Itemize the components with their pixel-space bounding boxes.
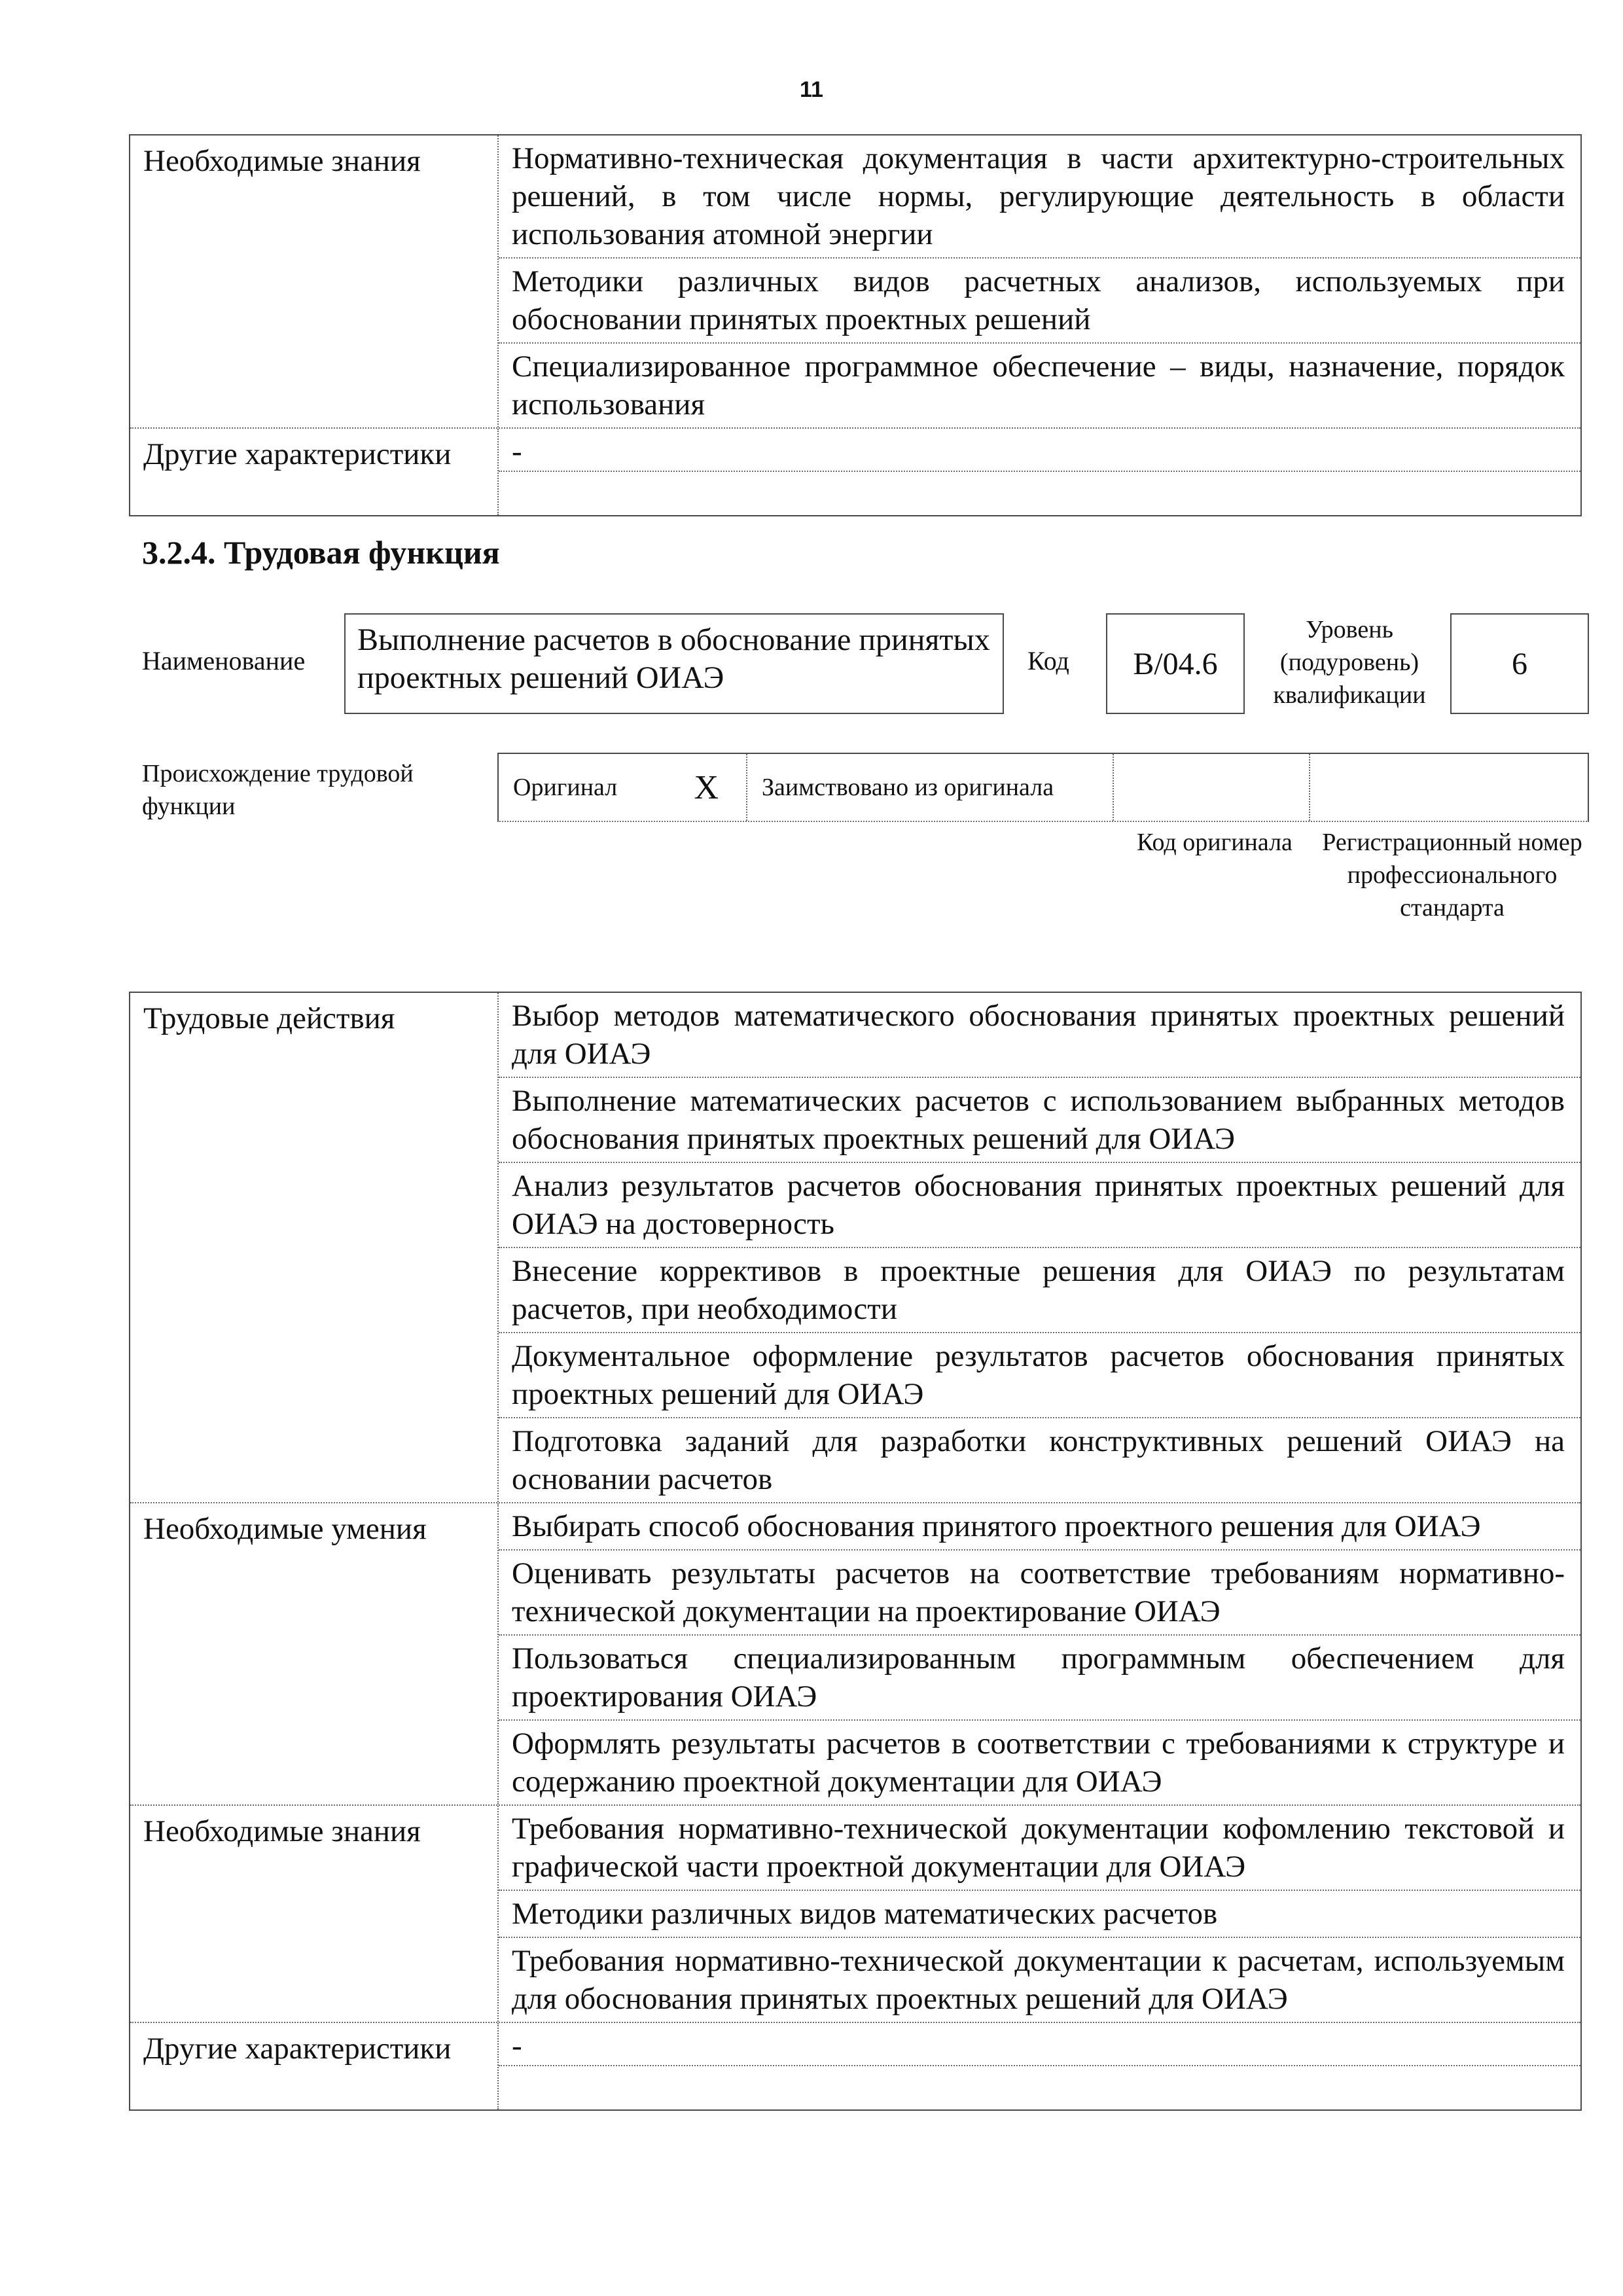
empty-row [499,2066,1580,2109]
list-item: Методики различных видов математических расчетов [499,1891,1580,1938]
list-item: - [499,2023,1580,2066]
level-box [1450,613,1589,714]
top-requirements-table [129,134,1582,516]
list-item: Анализ результатов расчетов обоснования принятых проектных решений для ОИАЭ на достоверность [499,1163,1580,1248]
function-name-box [344,613,1004,714]
code-value: B/04.6 [1133,646,1218,681]
list-item: Специализированное программное обеспечение – виды, назначение, порядок использования [512,350,1565,422]
caption-original-code: Код оригинала [1137,829,1293,856]
section-label: Другие характеристики [130,2023,499,2109]
original-label: Оригинал [513,774,618,801]
borrowed-label: Заимствовано из оригинала [762,774,1054,801]
section-title: 3.2.4. Трудовая функция [142,534,500,571]
empty-row [499,472,1580,515]
level-value: 6 [1512,646,1527,681]
caption-registration-number: Регистрационный номер профессионального стандарта [1322,829,1582,922]
section-label: Необходимые умения [130,1503,499,1804]
original-code-cell [1114,754,1310,821]
section-label: Необходимые знания [130,135,499,427]
list-item: Внесение коррективов в проектные решения для ОИАЭ по результатам расчетов, при необходимости [499,1248,1580,1333]
original-cell [499,754,747,821]
table-section-knowledge [130,135,1580,429]
list-item: Выполнение математических расчетов с использованием выбранных методов обоснования принятых проектных решений для ОИАЭ [499,1078,1580,1163]
section-label: Трудовые действия [130,993,499,1502]
section-items [499,993,1580,1502]
table-section-skills [130,1503,1580,1806]
section-items [499,1806,1580,2022]
list-item: Требования нормативно-технической документации к расчетам, используемым для обоснования принятых проектных решений для ОИАЭ [512,1944,1565,2016]
table-section-other [130,2023,1580,2109]
list-item: Требования нормативно-технической документации кофомлению текстовой и графической части проектной документации для ОИАЭ [499,1806,1580,1891]
list-item: Выбор методов математического обоснования принятых проектных решений для ОИАЭ [499,993,1580,1078]
section-label: Другие характеристики [130,429,499,515]
function-name-value: Выполнение расчетов в обоснование принятых проектных решений ОИАЭ [357,622,990,695]
table-section-other [130,429,1580,515]
list-item: Нормативно-техническая документация в части архитектурно-строительных решений, в том числе нормы, регулирующие деятельность в области использования атомной энергии [499,135,1580,259]
original-mark: X [694,768,719,806]
function-details-table [129,992,1582,2111]
list-item: Пользоваться специализированным программным обеспечением для проектирования ОИАЭ [499,1636,1580,1721]
list-item: Документальное оформление результатов расчетов обоснования принятых проектных решений для ОИАЭ [499,1333,1580,1418]
page-number: 11 [800,77,823,102]
origin-label: Происхождение трудовой функции [142,760,414,820]
code-label: Код [1027,646,1069,675]
registration-number-cell [1310,754,1588,821]
origin-row [497,753,1589,822]
list-item: Подготовка заданий для разработки конструктивных решений ОИАЭ на основании расчетов [512,1424,1565,1496]
section-items [499,1503,1580,1804]
section-items [499,135,1580,427]
list-item: Методики различных видов расчетных анализов, используемых при обосновании принятых проектных решений [499,259,1580,344]
list-item: Выбирать способ обоснования принятого проектного решения для ОИАЭ [499,1503,1580,1551]
name-label: Наименование [142,646,306,675]
section-items [499,429,1580,515]
table-section-actions [130,993,1580,1503]
table-section-knowledge [130,1806,1580,2023]
code-box [1106,613,1245,714]
section-label: Необходимые знания [130,1806,499,2022]
list-item: Оценивать результаты расчетов на соответствие требованиям нормативно-технической документации на проектирование ОИАЭ [499,1551,1580,1636]
level-label: Уровень (подуровень) квалификации [1273,616,1426,709]
list-item: Оформлять результаты расчетов в соответствии с требованиями к структуре и содержанию проектной документации для ОИАЭ [512,1727,1565,1799]
list-item: - [499,429,1580,472]
section-items [499,2023,1580,2109]
borrowed-cell [747,754,1114,821]
